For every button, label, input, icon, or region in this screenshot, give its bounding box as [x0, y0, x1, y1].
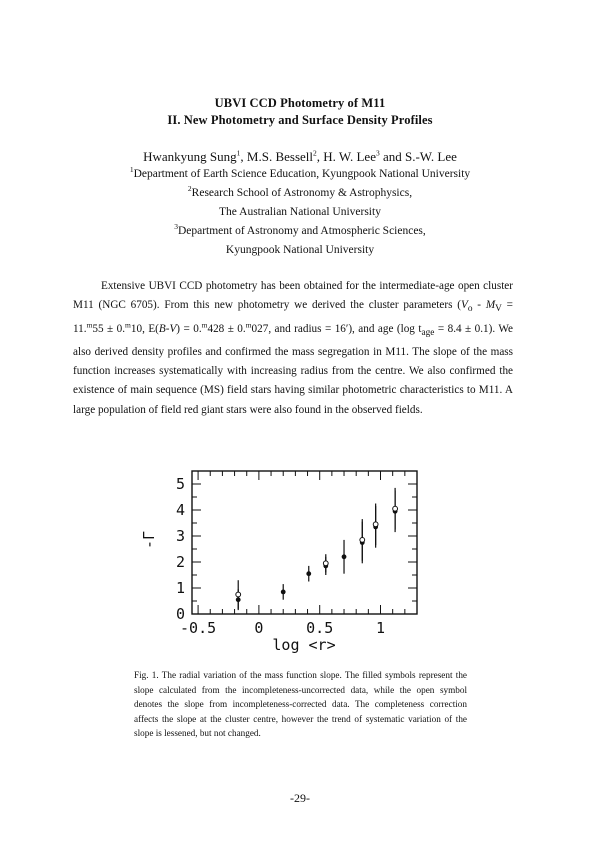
y-tick-labels	[176, 475, 185, 623]
paper-title: UBVI CCD Photometry of M11	[214, 96, 386, 110]
y-tick-label: 4	[175, 501, 185, 519]
abstract-paragraph: Extensive UBVI CCD photometry has been obtained for the intermediate-age open cluster M11 (NGC 6705). From this new photometry we derived the cluster parameters ($V_o - M_V = 11.^m55 \pm 0.^m10$, E(B-V) = 0.$^m$428 ± 0.$^m$027, and radius = 16′), and age (log $t_{age} = 8.4 \pm 0.1$). We also derived density profiles and confirmed the mass segregation in M11. The slope of the mass function increases systematically with increasing radius from the centre. We also confirmed the existence of main sequence (MS) field stars having similar photometric characteristics to M11. A large population of field red giant stars were also found in the observed fields.	[73, 280, 514, 416]
affiliation-line	[0, 244, 600, 256]
affiliation-marker: 2	[187, 184, 192, 194]
affiliation-line	[0, 222, 600, 237]
x-tick-label: 0.5	[306, 619, 334, 637]
y-tick-label: 1	[175, 579, 185, 597]
affiliation-marker: 2	[313, 148, 317, 158]
affiliation-marker: 1	[129, 165, 134, 175]
affiliation-line	[0, 206, 600, 218]
open-point	[360, 538, 365, 543]
open-point	[373, 522, 378, 527]
data-points	[236, 488, 398, 610]
x-tick-labels	[180, 619, 385, 637]
author-name: , H. W. Lee	[316, 149, 376, 164]
mass-function-slope-chart	[140, 460, 440, 660]
open-point	[393, 506, 398, 511]
affiliation-text: Research School of Astronomy & Astrophysics,	[191, 187, 413, 199]
abstract	[73, 277, 513, 420]
author-name: , M.S. Bessell	[240, 149, 313, 164]
author-name: and S.-W. Lee	[379, 149, 457, 164]
y-tick-label: 0	[175, 605, 185, 623]
x-axis-label: log <r>	[272, 636, 336, 654]
affiliation-text: Department of Astronomy and Atmospheric Sciences,	[177, 225, 426, 237]
open-point	[236, 592, 241, 597]
open-point	[323, 561, 328, 566]
affiliation-text: The Australian National University	[219, 206, 381, 218]
affiliation-line	[0, 165, 600, 180]
affiliation-marker: 3	[174, 222, 178, 232]
affiliation-marker: 1	[236, 148, 241, 158]
affiliation-marker: 3	[375, 148, 380, 158]
y-tick-label: 3	[175, 527, 185, 545]
y-tick-label: 2	[175, 553, 185, 571]
filled-point	[281, 590, 286, 595]
author-list	[0, 149, 600, 165]
figure-caption: Fig. 1. The radial variation of the mass function slope. The filled symbols represent the slope calculated from the incompleteness-uncorrected data, while the open symbol denotes the slope from incompleteness-corrected data. The completeness correction affects the slope at the cluster centre, however the trend of systematic variation of the slope is lessened, but not changed.	[134, 670, 467, 739]
y-tick-label: 5	[175, 475, 185, 493]
affiliation-text: Department of Earth Science Education, Kyungpook National University	[133, 168, 471, 180]
x-tick-label: 0	[254, 619, 264, 637]
plot-frame	[192, 471, 417, 614]
page-number: -29-	[290, 791, 310, 805]
x-tick-label: 1	[375, 619, 386, 637]
x-tick-label: -0.5	[180, 619, 217, 637]
author-name: Hwankyung Sung	[143, 149, 237, 164]
paper-subtitle: II. New Photometry and Surface Density Profiles	[167, 113, 433, 127]
filled-point	[306, 571, 311, 576]
axis-ticks	[192, 471, 417, 614]
affiliation-text: Kyungpook National University	[225, 244, 375, 256]
filled-point	[342, 554, 347, 559]
y-axis-label: -Γ	[140, 530, 158, 550]
affiliation-line	[0, 184, 600, 199]
